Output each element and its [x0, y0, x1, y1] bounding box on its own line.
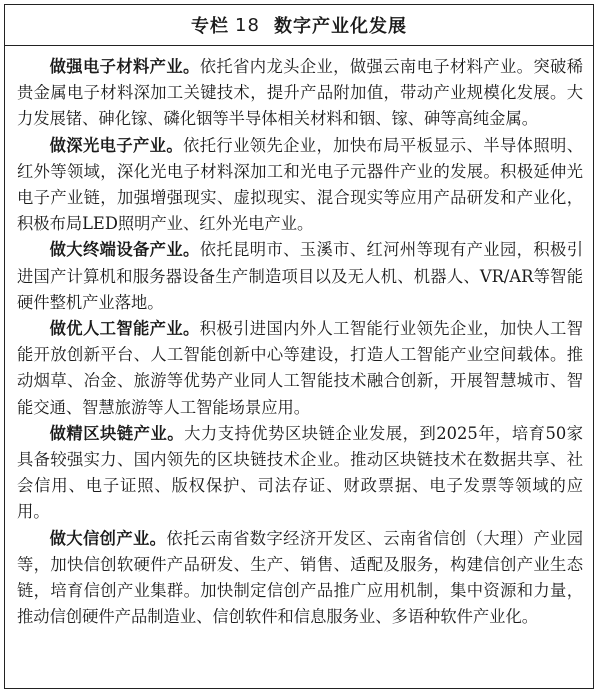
panel-header: [5, 5, 593, 46]
paragraph-body: 依托省内龙头企业，做强云南电子材料产业。突破稀贵金属电子材料深加工关键技术，提升产品附加值，带动产业规模化发展。大力发展锗、砷化镓、磷化铟等半导体相关材料和铟、镓、砷等高纯金属。: [17, 57, 583, 129]
paragraph-body: 依托昆明市、玉溪市、红河州等现有产业园，积极引进国产计算机和服务器设备生产制造项目以及无人机、机器人、VR/AR等智能硬件整机产业落地。: [17, 240, 583, 312]
paragraph-heading: 做大信创产业。: [49, 528, 167, 548]
paragraph-terminal-devices: [17, 237, 583, 316]
panel-number: 18: [235, 14, 260, 36]
paragraph-electronic-materials: [17, 54, 583, 133]
paragraph-body: 依托行业领先企业，加快布局平板显示、半导体照明、红外等领域，深化光电子材料深加工和光电子元器件产业的发展。积极延伸光电子产业链，加强增强现实、虚拟现实、混合现实等应用产品研发和产业化，积极布局LED照明产业、红外光电产业。: [17, 135, 583, 234]
panel-box: [4, 4, 594, 689]
paragraph-blockchain: [17, 421, 583, 526]
paragraph-optoelectronics: [17, 133, 583, 238]
paragraph-body: 积极引进国内外人工智能行业领先企业，加快人工智能开放创新平台、人工智能创新中心等建设，打造人工智能产业空间载体。推动烟草、冶金、旅游等优势产业同人工智能技术融合创新，开展智慧城市、智能交通、智慧旅游等人工智能场景应用。: [17, 319, 583, 417]
paragraph-xinchuang: [17, 526, 583, 631]
paragraph-heading: 做优人工智能产业。: [49, 319, 200, 339]
paragraph-heading: 做强电子材料产业。: [49, 57, 200, 76]
panel-title: 数字产业化发展: [273, 16, 407, 37]
panel-content: [5, 46, 593, 630]
paragraph-heading: 做大终端设备产业。: [49, 240, 200, 260]
panel-label: 专栏: [191, 16, 230, 37]
paragraph-body: 依托云南省数字经济开发区、云南省信创（大理）产业园等，加快信创软硬件产品研发、生产、销售、适配及服务，构建信创产业生态链，培育信创产业集群。加快制定信创产品推广应用机制，集中资源和力量，推动信创硬件产品制造业、信创软件和信息服务业、多语种软件产业化。: [17, 528, 583, 627]
paragraph-heading: 做精区块链产业。: [49, 423, 185, 443]
paragraph-artificial-intelligence: [17, 316, 583, 421]
paragraph-body: 大力支持优势区块链企业发展，到2025年，培育50家具备较强实力、国内领先的区块链技术企业。推动区块链技术在数据共享、社会信用、电子证照、版权保护、司法存证、财政票据、电子发票等领域的应用。: [17, 423, 583, 522]
paragraph-heading: 做深光电子产业。: [49, 135, 184, 155]
